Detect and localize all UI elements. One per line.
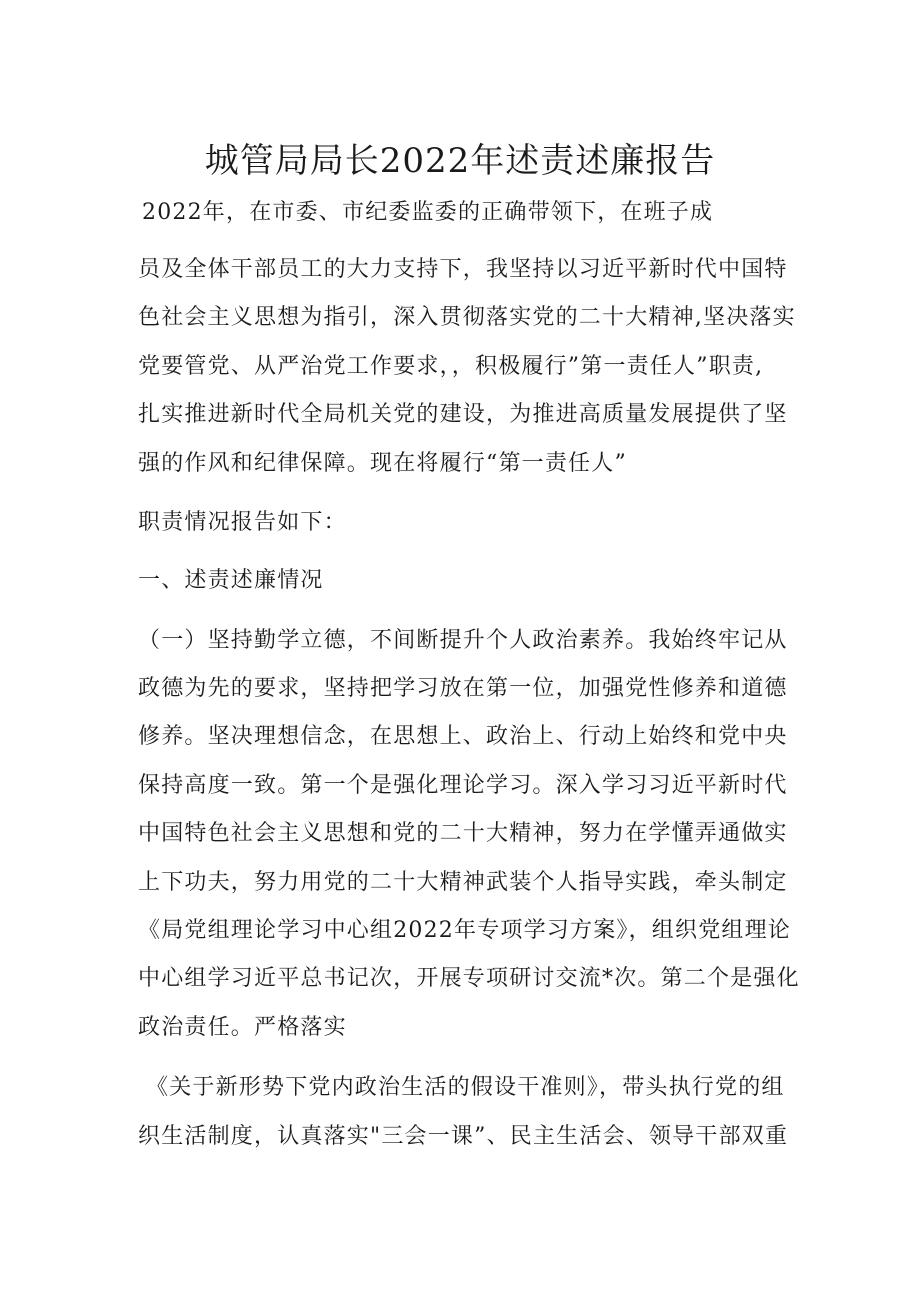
body-line: 修养。坚决理想信念，在思想上、政治上、行动上始终和党中央 xyxy=(138,724,788,749)
body-line: 《关于新形势下党内政治生活的假设干准则》，带头执行党的组 xyxy=(146,1075,785,1100)
body-line: 织生活制度，认真落实"三会一课”、民主生活会、领导干部双重 xyxy=(138,1124,789,1149)
body-line: 中心组学习近平总书记次，开展专项研讨交流*次。第二个是强化 xyxy=(138,966,800,991)
body-line: 保持高度一致。第一个是强化理论学习。深入学习习近平新时代 xyxy=(138,773,788,798)
document-title: 城管局局长2022年述责述廉报告 xyxy=(204,141,716,181)
body-line: 职责情况报告如下： xyxy=(138,510,347,535)
body-line: 强的作风和纪律保障。现在将履行“第一责任人” xyxy=(138,451,627,476)
section-heading: 一、述责述廉情况 xyxy=(138,568,324,593)
body-line: 政德为先的要求，坚持把学习放在第一位，加强党性修养和道德 xyxy=(138,676,788,701)
body-line: 上下功夫，努力用党的二十大精神武装个人指导实践，牵头制定 xyxy=(138,870,788,895)
body-line: 扎实推进新时代全局机关党的建设，为推进高质量发展提供了坚 xyxy=(138,402,788,427)
body-line: 员及全体干部员工的大力支持下，我坚持以习近平新时代中国特 xyxy=(138,257,788,282)
body-line: 党要管党、从严治党工作要求，，积极履行”第一责任人”职责, xyxy=(138,354,764,379)
body-line: 中国特色社会主义思想和党的二十大精神，努力在学懂弄通做实 xyxy=(138,821,788,846)
body-line: 2022年，在市委、市纪委监委的正确带领下，在班子成 xyxy=(142,200,714,225)
body-line: 政治责任。严格落实 xyxy=(138,1015,347,1040)
body-line: 《局党组理论学习中心组2022年专项学习方案》，组织党组理论 xyxy=(138,918,791,943)
body-line: 色社会主义思想为指引，深入贯彻落实党的二十大精神,坚决落实 xyxy=(138,305,796,330)
body-line: （一）坚持勤学立德，不间断提升个人政治素养。我始终牢记从 xyxy=(138,628,788,653)
